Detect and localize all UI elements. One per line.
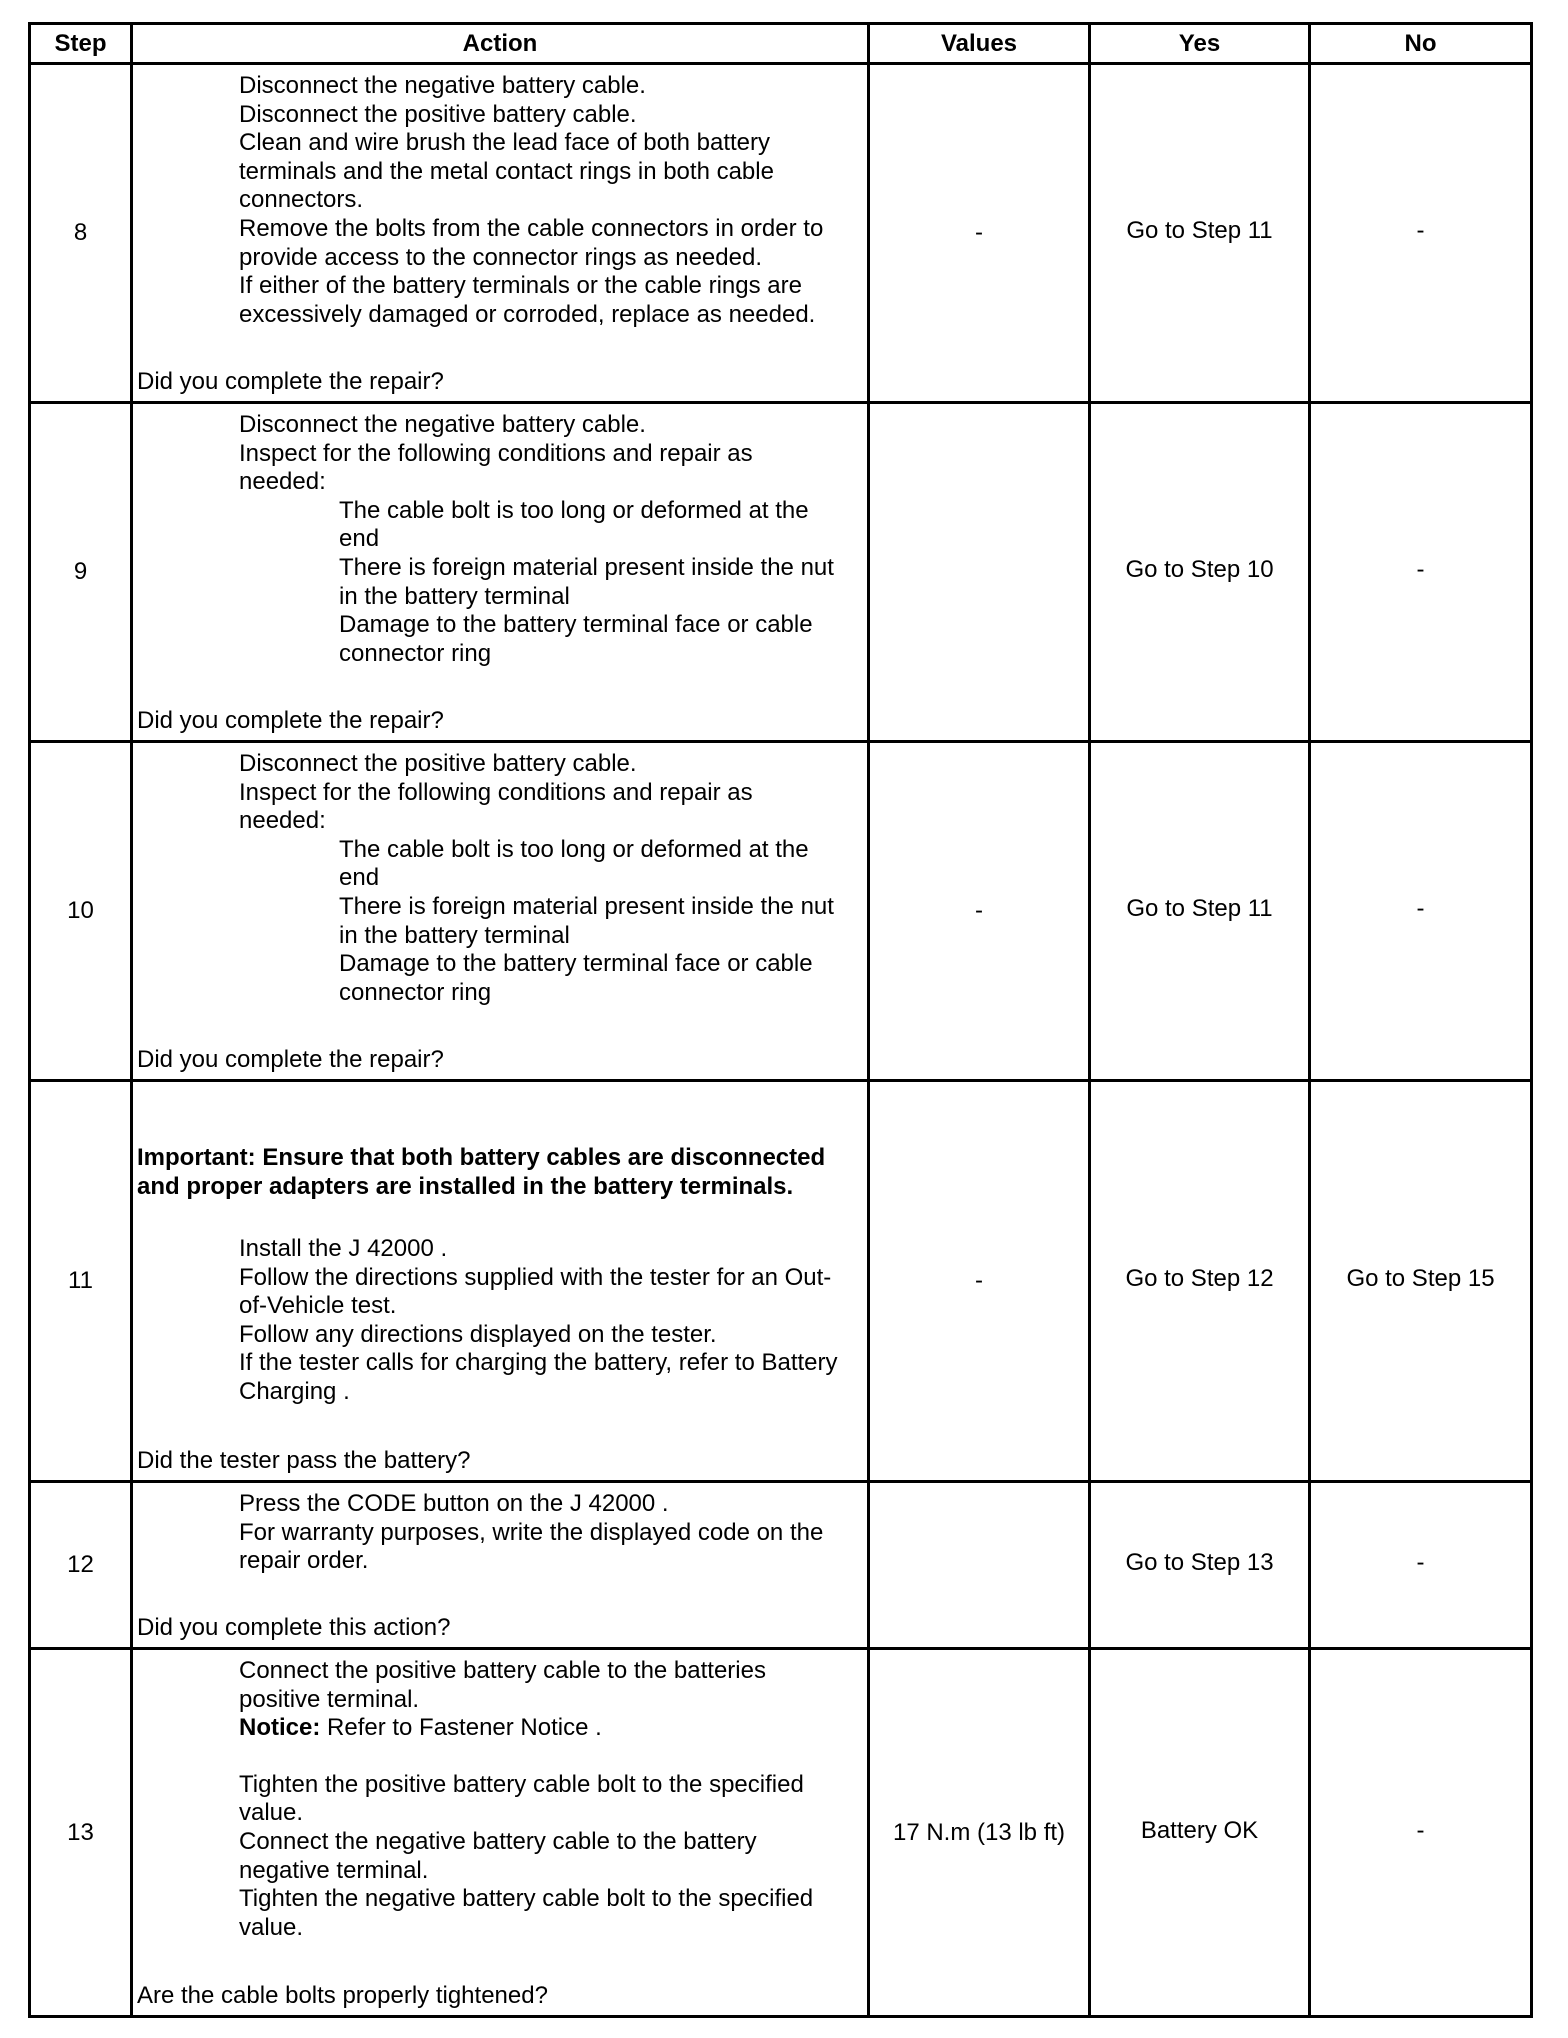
action-line: connectors. — [239, 186, 364, 214]
action-cell — [132, 1081, 869, 1482]
header-values: Values — [869, 24, 1090, 64]
action-line: If the tester calls for charging the battery, refer to Battery — [239, 1349, 838, 1377]
notice-text: Refer to Fastener Notice . — [320, 1714, 602, 1742]
action-cell — [132, 403, 869, 742]
condition-line: in the battery terminal — [339, 921, 570, 949]
action-line: of-Vehicle test. — [239, 1292, 397, 1320]
question: Did you complete this action? — [137, 1614, 451, 1642]
no-result: - — [1416, 1816, 1425, 1844]
yes-result: Battery OK — [1140, 1816, 1259, 1844]
action-line: value. — [239, 1799, 304, 1827]
condition-line: The cable bolt is too long or deformed at the — [339, 496, 809, 524]
action-line: Disconnect the negative battery cable. — [239, 72, 646, 99]
diagnostic-table — [28, 22, 1533, 2018]
header-no: No — [1310, 24, 1532, 64]
condition-line: connector ring — [339, 639, 492, 667]
action-line: Inspect for the following conditions and repair as — [239, 778, 753, 806]
header-yes: Yes — [1090, 24, 1310, 64]
header-action: Action — [132, 24, 869, 64]
yes-cell — [1090, 1081, 1310, 1482]
values-cell: - — [869, 742, 1090, 1081]
yes-result: Go to Step 12 — [1125, 1265, 1274, 1292]
condition-line: There is foreign material present inside the nut — [339, 892, 834, 920]
yes-result: Go to Step 13 — [1125, 1549, 1274, 1576]
action-line: Inspect for the following conditions and repair as — [239, 439, 753, 467]
table-row — [30, 1081, 1532, 1482]
action-line: needed: — [239, 468, 326, 496]
action-line: Remove the bolts from the cable connectors in order to — [239, 214, 824, 242]
yes-result: Go to Step 11 — [1126, 217, 1273, 244]
yes-cell — [1090, 1482, 1310, 1649]
no-result: - — [1416, 1549, 1425, 1576]
important-note — [137, 1144, 861, 1201]
step-number: 10 — [30, 742, 132, 1081]
action-line: Clean and wire brush the lead face of both battery — [239, 129, 770, 157]
action-line: excessively damaged or corroded, replace as needed. — [239, 300, 816, 328]
action-cell — [132, 742, 869, 1081]
no-cell — [1310, 1649, 1532, 2017]
action-cell — [132, 1482, 869, 1649]
action-line: Disconnect the positive battery cable. — [239, 750, 637, 777]
condition-line: end — [339, 864, 380, 892]
action-line: Connect the positive battery cable to the batteries — [239, 1657, 766, 1684]
action-line: needed: — [239, 807, 326, 835]
no-result: - — [1416, 895, 1425, 922]
step-number: 13 — [30, 1649, 132, 2017]
step-number: 9 — [30, 403, 132, 742]
no-cell — [1310, 1482, 1532, 1649]
condition-line: connector ring — [339, 978, 492, 1006]
action-line: Tighten the positive battery cable bolt to the specified — [239, 1770, 804, 1798]
no-cell — [1310, 64, 1532, 403]
action-cell — [132, 64, 869, 403]
notice-label: Notice: — [239, 1714, 321, 1742]
no-result: - — [1416, 556, 1425, 583]
action-line: Follow the directions supplied with the tester for an Out- — [239, 1263, 832, 1291]
no-cell — [1310, 1081, 1532, 1482]
condition-line: There is foreign material present inside the nut — [339, 553, 834, 581]
action-line: Tighten the negative battery cable bolt to the specified — [239, 1885, 814, 1913]
no-result: - — [1416, 217, 1425, 244]
step-number: 12 — [30, 1482, 132, 1649]
table-row — [30, 1649, 1532, 2017]
question: Did you complete the repair? — [137, 368, 444, 396]
action-line: repair order. — [239, 1547, 369, 1575]
question: Did you complete the repair? — [137, 707, 444, 735]
table-row — [30, 1482, 1532, 1649]
condition-line: Damage to the battery terminal face or cable — [339, 611, 813, 639]
condition-line: Damage to the battery terminal face or cable — [339, 950, 813, 978]
action-line: value. — [239, 1913, 304, 1941]
yes-cell — [1090, 1649, 1310, 2017]
values-cell: - — [869, 1081, 1090, 1482]
action-line: Follow any directions displayed on the tester. — [239, 1320, 717, 1348]
action-line: negative terminal. — [239, 1856, 429, 1884]
values-cell: - — [869, 64, 1090, 403]
action-line: provide access to the connector rings as needed. — [239, 243, 762, 271]
condition-line: end — [339, 525, 380, 553]
values-cell — [869, 1482, 1090, 1649]
header-row — [30, 24, 1532, 64]
action-line: Install the J 42000 . — [239, 1235, 448, 1262]
question: Did you complete the repair? — [137, 1046, 444, 1074]
important-line: and proper adapters are installed in the battery terminals. — [137, 1172, 794, 1200]
action-line: Disconnect the positive battery cable. — [239, 100, 637, 128]
table-row — [30, 64, 1532, 403]
no-cell — [1310, 403, 1532, 742]
no-cell — [1310, 742, 1532, 1081]
action-line: Connect the negative battery cable to the battery — [239, 1827, 757, 1855]
step-number: 11 — [30, 1081, 132, 1482]
question: Did the tester pass the battery? — [137, 1447, 471, 1475]
action-cell — [132, 1649, 869, 2017]
no-result: Go to Step 15 — [1346, 1265, 1495, 1292]
yes-cell — [1090, 742, 1310, 1081]
action-line: Press the CODE button on the J 42000 . — [239, 1490, 669, 1517]
yes-result: Go to Step 10 — [1125, 556, 1274, 583]
notice-line — [239, 1714, 861, 1743]
yes-result: Go to Step 11 — [1126, 895, 1273, 922]
action-line: Charging . — [239, 1377, 350, 1405]
table-row — [30, 403, 1532, 742]
header-step: Step — [30, 24, 132, 64]
values-cell — [869, 403, 1090, 742]
values-cell: 17 N.m (13 lb ft) — [869, 1649, 1090, 2017]
important-line: Important: Ensure that both battery cables are disconnected — [137, 1144, 826, 1171]
yes-cell — [1090, 403, 1310, 742]
action-line: If either of the battery terminals or the cable rings are — [239, 272, 802, 300]
question: Are the cable bolts properly tightened? — [137, 1982, 548, 2010]
action-line: For warranty purposes, write the displayed code on the — [239, 1518, 824, 1546]
action-line: Disconnect the negative battery cable. — [239, 411, 646, 438]
yes-cell — [1090, 64, 1310, 403]
condition-line: The cable bolt is too long or deformed at the — [339, 835, 809, 863]
condition-line: in the battery terminal — [339, 582, 570, 610]
action-line: positive terminal. — [239, 1685, 420, 1713]
step-number: 8 — [30, 64, 132, 403]
action-line: terminals and the metal contact rings in both cable — [239, 157, 774, 185]
table-row — [30, 742, 1532, 1081]
